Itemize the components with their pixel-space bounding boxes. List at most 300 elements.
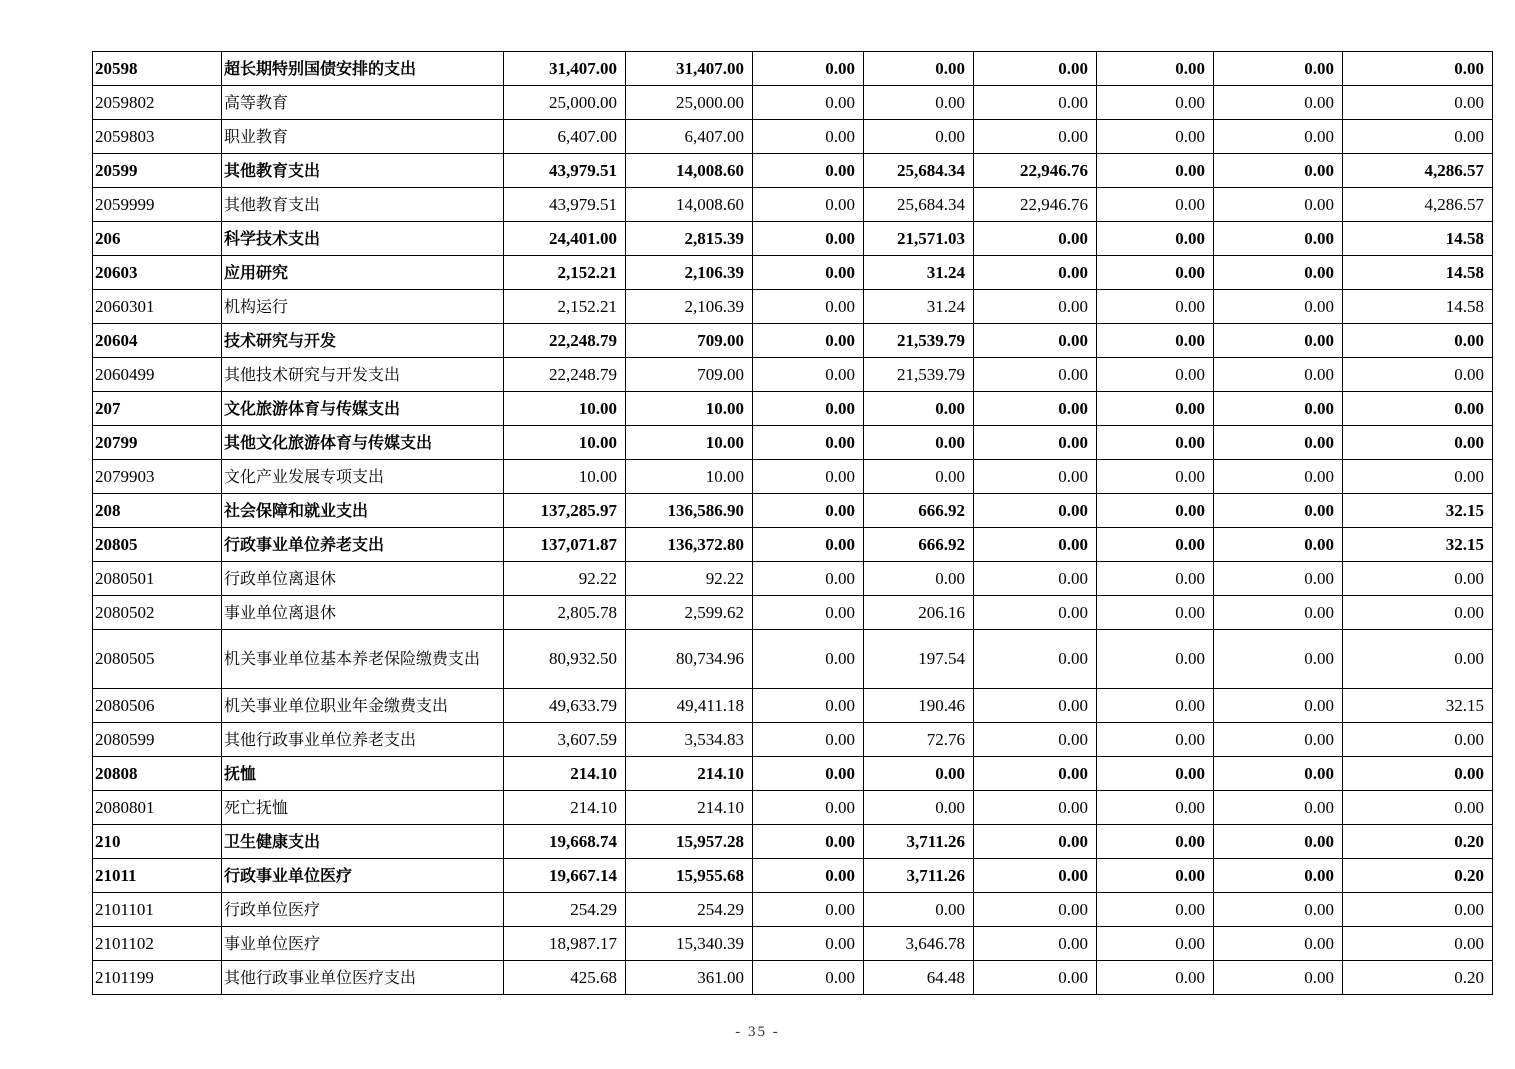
amount-cell: 0.00 [974, 426, 1097, 460]
amount-cell: 22,946.76 [974, 188, 1097, 222]
amount-cell: 0.00 [1097, 188, 1214, 222]
amount-cell: 0.00 [974, 723, 1097, 757]
subject-name-cell: 超长期特别国债安排的支出 [222, 52, 504, 86]
amount-cell: 0.00 [753, 825, 864, 859]
amount-cell: 0.00 [1097, 689, 1214, 723]
amount-cell: 0.00 [753, 791, 864, 825]
subject-name-cell: 死亡抚恤 [222, 791, 504, 825]
subject-code-cell: 20599 [93, 154, 222, 188]
amount-cell: 0.00 [753, 256, 864, 290]
table-row [93, 256, 1493, 290]
amount-cell: 31,407.00 [504, 52, 626, 86]
amount-cell: 15,955.68 [626, 859, 753, 893]
amount-cell: 0.00 [1214, 86, 1343, 120]
subject-code-cell: 2101199 [93, 961, 222, 995]
amount-cell: 0.00 [974, 494, 1097, 528]
amount-cell: 0.00 [974, 791, 1097, 825]
amount-cell: 32.15 [1343, 528, 1493, 562]
amount-cell: 0.00 [974, 927, 1097, 961]
amount-cell: 3,646.78 [864, 927, 974, 961]
table-row [93, 689, 1493, 723]
subject-code-cell: 208 [93, 494, 222, 528]
amount-cell: 0.00 [974, 52, 1097, 86]
amount-cell: 0.20 [1343, 961, 1493, 995]
amount-cell: 709.00 [626, 324, 753, 358]
amount-cell: 0.00 [1343, 460, 1493, 494]
amount-cell: 92.22 [504, 562, 626, 596]
amount-cell: 21,571.03 [864, 222, 974, 256]
amount-cell: 0.00 [753, 120, 864, 154]
amount-cell: 0.00 [1097, 927, 1214, 961]
amount-cell: 0.00 [1214, 927, 1343, 961]
subject-code-cell: 2060301 [93, 290, 222, 324]
subject-code-cell: 2079903 [93, 460, 222, 494]
amount-cell: 0.00 [1097, 324, 1214, 358]
amount-cell: 0.00 [1097, 528, 1214, 562]
table-row [93, 392, 1493, 426]
amount-cell: 3,534.83 [626, 723, 753, 757]
amount-cell: 2,152.21 [504, 256, 626, 290]
amount-cell: 0.00 [864, 562, 974, 596]
subject-name-cell: 卫生健康支出 [222, 825, 504, 859]
amount-cell: 666.92 [864, 494, 974, 528]
subject-name-cell: 行政事业单位养老支出 [222, 528, 504, 562]
amount-cell: 0.00 [1097, 256, 1214, 290]
amount-cell: 0.00 [1097, 723, 1214, 757]
amount-cell: 0.00 [753, 392, 864, 426]
amount-cell: 0.00 [864, 426, 974, 460]
subject-name-cell: 其他行政事业单位医疗支出 [222, 961, 504, 995]
subject-name-cell: 机构运行 [222, 290, 504, 324]
amount-cell: 0.00 [1214, 494, 1343, 528]
amount-cell: 0.00 [1343, 893, 1493, 927]
amount-cell: 0.00 [753, 494, 864, 528]
amount-cell: 190.46 [864, 689, 974, 723]
amount-cell: 49,411.18 [626, 689, 753, 723]
amount-cell: 19,667.14 [504, 859, 626, 893]
table-row [93, 859, 1493, 893]
amount-cell: 0.00 [1097, 630, 1214, 689]
subject-code-cell: 2080506 [93, 689, 222, 723]
subject-name-cell: 事业单位离退休 [222, 596, 504, 630]
amount-cell: 0.00 [753, 528, 864, 562]
amount-cell: 43,979.51 [504, 188, 626, 222]
amount-cell: 0.00 [1214, 723, 1343, 757]
subject-code-cell: 2060499 [93, 358, 222, 392]
amount-cell: 0.00 [1343, 596, 1493, 630]
amount-cell: 0.00 [1097, 52, 1214, 86]
amount-cell: 32.15 [1343, 494, 1493, 528]
amount-cell: 2,815.39 [626, 222, 753, 256]
table-row [93, 893, 1493, 927]
amount-cell: 0.00 [1097, 392, 1214, 426]
amount-cell: 0.00 [1214, 757, 1343, 791]
subject-name-cell: 文化旅游体育与传媒支出 [222, 392, 504, 426]
amount-cell: 0.00 [753, 927, 864, 961]
amount-cell: 25,000.00 [504, 86, 626, 120]
table-row [93, 290, 1493, 324]
subject-code-cell: 20603 [93, 256, 222, 290]
amount-cell: 0.00 [974, 324, 1097, 358]
amount-cell: 0.00 [1214, 256, 1343, 290]
amount-cell: 10.00 [504, 460, 626, 494]
amount-cell: 0.00 [753, 723, 864, 757]
amount-cell: 0.00 [1097, 961, 1214, 995]
amount-cell: 0.00 [753, 757, 864, 791]
amount-cell: 0.00 [1214, 358, 1343, 392]
table-row [93, 358, 1493, 392]
amount-cell: 214.10 [626, 791, 753, 825]
table-row [93, 154, 1493, 188]
subject-code-cell: 20604 [93, 324, 222, 358]
amount-cell: 0.00 [1343, 324, 1493, 358]
amount-cell: 0.00 [753, 52, 864, 86]
subject-name-cell: 科学技术支出 [222, 222, 504, 256]
amount-cell: 25,000.00 [626, 86, 753, 120]
amount-cell: 2,106.39 [626, 256, 753, 290]
amount-cell: 92.22 [626, 562, 753, 596]
amount-cell: 0.00 [1097, 859, 1214, 893]
amount-cell: 666.92 [864, 528, 974, 562]
amount-cell: 0.00 [753, 630, 864, 689]
subject-code-cell: 20799 [93, 426, 222, 460]
amount-cell: 0.00 [1343, 562, 1493, 596]
amount-cell: 0.00 [1097, 358, 1214, 392]
amount-cell: 2,599.62 [626, 596, 753, 630]
amount-cell: 22,248.79 [504, 358, 626, 392]
amount-cell: 0.00 [864, 893, 974, 927]
amount-cell: 0.00 [1214, 460, 1343, 494]
subject-code-cell: 2080502 [93, 596, 222, 630]
amount-cell: 0.00 [753, 290, 864, 324]
amount-cell: 25,684.34 [864, 188, 974, 222]
subject-code-cell: 2101101 [93, 893, 222, 927]
amount-cell: 0.00 [974, 86, 1097, 120]
amount-cell: 3,607.59 [504, 723, 626, 757]
amount-cell: 10.00 [504, 426, 626, 460]
amount-cell: 254.29 [504, 893, 626, 927]
subject-code-cell: 21011 [93, 859, 222, 893]
amount-cell: 19,668.74 [504, 825, 626, 859]
amount-cell: 0.00 [1097, 825, 1214, 859]
amount-cell: 206.16 [864, 596, 974, 630]
subject-name-cell: 应用研究 [222, 256, 504, 290]
amount-cell: 0.00 [1097, 893, 1214, 927]
amount-cell: 0.00 [1097, 460, 1214, 494]
amount-cell: 0.00 [753, 86, 864, 120]
amount-cell: 2,106.39 [626, 290, 753, 324]
amount-cell: 22,946.76 [974, 154, 1097, 188]
amount-cell: 0.00 [753, 358, 864, 392]
subject-name-cell: 机关事业单位职业年金缴费支出 [222, 689, 504, 723]
subject-name-cell: 事业单位医疗 [222, 927, 504, 961]
amount-cell: 0.00 [1343, 52, 1493, 86]
subject-name-cell: 行政单位离退休 [222, 562, 504, 596]
table-row [93, 324, 1493, 358]
amount-cell: 21,539.79 [864, 324, 974, 358]
subject-name-cell: 技术研究与开发 [222, 324, 504, 358]
amount-cell: 254.29 [626, 893, 753, 927]
amount-cell: 0.00 [1097, 494, 1214, 528]
subject-name-cell: 行政事业单位医疗 [222, 859, 504, 893]
amount-cell: 2,152.21 [504, 290, 626, 324]
table-row [93, 791, 1493, 825]
amount-cell: 0.00 [1097, 86, 1214, 120]
table-row [93, 52, 1493, 86]
amount-cell: 0.00 [1097, 120, 1214, 154]
amount-cell: 72.76 [864, 723, 974, 757]
amount-cell: 0.00 [974, 757, 1097, 791]
amount-cell: 0.00 [1214, 426, 1343, 460]
amount-cell: 0.00 [1214, 290, 1343, 324]
amount-cell: 0.00 [1343, 120, 1493, 154]
amount-cell: 10.00 [626, 460, 753, 494]
amount-cell: 0.00 [1097, 222, 1214, 256]
amount-cell: 0.00 [974, 630, 1097, 689]
amount-cell: 0.00 [974, 596, 1097, 630]
amount-cell: 0.00 [974, 961, 1097, 995]
subject-code-cell: 20808 [93, 757, 222, 791]
table-row [93, 494, 1493, 528]
amount-cell: 137,071.87 [504, 528, 626, 562]
subject-name-cell: 其他教育支出 [222, 188, 504, 222]
amount-cell: 21,539.79 [864, 358, 974, 392]
amount-cell: 0.00 [1097, 154, 1214, 188]
table-row [93, 927, 1493, 961]
subject-code-cell: 207 [93, 392, 222, 426]
amount-cell: 0.00 [1097, 791, 1214, 825]
amount-cell: 0.00 [1214, 562, 1343, 596]
subject-code-cell: 2080505 [93, 630, 222, 689]
amount-cell: 0.00 [1214, 392, 1343, 426]
amount-cell: 22,248.79 [504, 324, 626, 358]
amount-cell: 0.00 [753, 154, 864, 188]
amount-cell: 0.20 [1343, 859, 1493, 893]
amount-cell: 0.00 [1214, 188, 1343, 222]
amount-cell: 0.00 [974, 893, 1097, 927]
amount-cell: 31.24 [864, 290, 974, 324]
amount-cell: 14,008.60 [626, 154, 753, 188]
amount-cell: 0.00 [753, 893, 864, 927]
amount-cell: 14.58 [1343, 222, 1493, 256]
subject-code-cell: 20805 [93, 528, 222, 562]
amount-cell: 15,340.39 [626, 927, 753, 961]
amount-cell: 137,285.97 [504, 494, 626, 528]
amount-cell: 0.00 [1343, 358, 1493, 392]
amount-cell: 10.00 [504, 392, 626, 426]
amount-cell: 0.00 [974, 825, 1097, 859]
amount-cell: 0.00 [974, 120, 1097, 154]
amount-cell: 0.00 [974, 528, 1097, 562]
subject-name-cell: 社会保障和就业支出 [222, 494, 504, 528]
table-row [93, 961, 1493, 995]
subject-name-cell: 高等教育 [222, 86, 504, 120]
subject-name-cell: 抚恤 [222, 757, 504, 791]
amount-cell: 0.00 [864, 757, 974, 791]
table-row [93, 120, 1493, 154]
amount-cell: 25,684.34 [864, 154, 974, 188]
amount-cell: 0.00 [974, 392, 1097, 426]
subject-code-cell: 2080599 [93, 723, 222, 757]
subject-code-cell: 2059803 [93, 120, 222, 154]
amount-cell: 0.00 [753, 596, 864, 630]
amount-cell: 4,286.57 [1343, 154, 1493, 188]
amount-cell: 0.00 [974, 689, 1097, 723]
amount-cell: 0.00 [974, 290, 1097, 324]
subject-code-cell: 2080801 [93, 791, 222, 825]
amount-cell: 0.00 [974, 256, 1097, 290]
table-row [93, 188, 1493, 222]
table-row [93, 460, 1493, 494]
amount-cell: 0.00 [1343, 723, 1493, 757]
amount-cell: 0.20 [1343, 825, 1493, 859]
amount-cell: 0.00 [1343, 791, 1493, 825]
amount-cell: 0.00 [974, 562, 1097, 596]
table-row [93, 528, 1493, 562]
subject-name-cell: 其他文化旅游体育与传媒支出 [222, 426, 504, 460]
amount-cell: 0.00 [864, 791, 974, 825]
subject-name-cell: 文化产业发展专项支出 [222, 460, 504, 494]
amount-cell: 0.00 [1097, 757, 1214, 791]
amount-cell: 6,407.00 [626, 120, 753, 154]
subject-code-cell: 2059999 [93, 188, 222, 222]
amount-cell: 10.00 [626, 392, 753, 426]
subject-code-cell: 20598 [93, 52, 222, 86]
amount-cell: 0.00 [1214, 596, 1343, 630]
amount-cell: 0.00 [974, 358, 1097, 392]
subject-name-cell: 职业教育 [222, 120, 504, 154]
table-row [93, 723, 1493, 757]
amount-cell: 0.00 [1343, 426, 1493, 460]
subject-name-cell: 其他教育支出 [222, 154, 504, 188]
amount-cell: 0.00 [864, 392, 974, 426]
amount-cell: 0.00 [753, 324, 864, 358]
amount-cell: 14.58 [1343, 256, 1493, 290]
amount-cell: 0.00 [1214, 859, 1343, 893]
subject-code-cell: 2080501 [93, 562, 222, 596]
table-row [93, 630, 1493, 689]
amount-cell: 0.00 [1343, 86, 1493, 120]
amount-cell: 4,286.57 [1343, 188, 1493, 222]
amount-cell: 31.24 [864, 256, 974, 290]
amount-cell: 3,711.26 [864, 859, 974, 893]
amount-cell: 43,979.51 [504, 154, 626, 188]
budget-table [92, 51, 1493, 995]
amount-cell: 0.00 [1214, 52, 1343, 86]
amount-cell: 0.00 [974, 222, 1097, 256]
amount-cell: 15,957.28 [626, 825, 753, 859]
amount-cell: 49,633.79 [504, 689, 626, 723]
amount-cell: 0.00 [974, 460, 1097, 494]
amount-cell: 709.00 [626, 358, 753, 392]
amount-cell: 0.00 [1214, 154, 1343, 188]
amount-cell: 0.00 [1097, 596, 1214, 630]
table-row [93, 426, 1493, 460]
subject-code-cell: 206 [93, 222, 222, 256]
amount-cell: 0.00 [1343, 927, 1493, 961]
amount-cell: 6,407.00 [504, 120, 626, 154]
amount-cell: 0.00 [1214, 893, 1343, 927]
subject-code-cell: 210 [93, 825, 222, 859]
amount-cell: 214.10 [504, 757, 626, 791]
amount-cell: 0.00 [1343, 630, 1493, 689]
amount-cell: 0.00 [864, 120, 974, 154]
table-row [93, 222, 1493, 256]
amount-cell: 0.00 [1214, 825, 1343, 859]
amount-cell: 3,711.26 [864, 825, 974, 859]
subject-name-cell: 其他行政事业单位养老支出 [222, 723, 504, 757]
amount-cell: 214.10 [504, 791, 626, 825]
table-row [93, 596, 1493, 630]
amount-cell: 0.00 [753, 562, 864, 596]
amount-cell: 0.00 [753, 460, 864, 494]
amount-cell: 0.00 [1214, 630, 1343, 689]
amount-cell: 80,932.50 [504, 630, 626, 689]
amount-cell: 24,401.00 [504, 222, 626, 256]
amount-cell: 0.00 [974, 859, 1097, 893]
table-row [93, 757, 1493, 791]
amount-cell: 0.00 [864, 52, 974, 86]
amount-cell: 136,586.90 [626, 494, 753, 528]
amount-cell: 0.00 [1097, 426, 1214, 460]
amount-cell: 214.10 [626, 757, 753, 791]
amount-cell: 64.48 [864, 961, 974, 995]
amount-cell: 0.00 [753, 426, 864, 460]
amount-cell: 0.00 [1214, 689, 1343, 723]
amount-cell: 0.00 [753, 222, 864, 256]
amount-cell: 31,407.00 [626, 52, 753, 86]
budget-table-body [93, 52, 1493, 995]
amount-cell: 10.00 [626, 426, 753, 460]
amount-cell: 0.00 [753, 689, 864, 723]
amount-cell: 136,372.80 [626, 528, 753, 562]
amount-cell: 0.00 [1214, 791, 1343, 825]
amount-cell: 361.00 [626, 961, 753, 995]
amount-cell: 0.00 [1214, 222, 1343, 256]
amount-cell: 0.00 [753, 859, 864, 893]
amount-cell: 0.00 [864, 86, 974, 120]
amount-cell: 14,008.60 [626, 188, 753, 222]
amount-cell: 0.00 [1343, 757, 1493, 791]
table-row [93, 86, 1493, 120]
amount-cell: 0.00 [1214, 324, 1343, 358]
amount-cell: 18,987.17 [504, 927, 626, 961]
amount-cell: 0.00 [1214, 528, 1343, 562]
amount-cell: 0.00 [753, 961, 864, 995]
amount-cell: 197.54 [864, 630, 974, 689]
table-row [93, 825, 1493, 859]
subject-code-cell: 2059802 [93, 86, 222, 120]
page-number: - 35 - [735, 1024, 780, 1040]
subject-name-cell: 其他技术研究与开发支出 [222, 358, 504, 392]
amount-cell: 0.00 [1214, 120, 1343, 154]
amount-cell: 425.68 [504, 961, 626, 995]
subject-name-cell: 行政单位医疗 [222, 893, 504, 927]
amount-cell: 0.00 [1097, 290, 1214, 324]
amount-cell: 0.00 [753, 188, 864, 222]
amount-cell: 0.00 [864, 460, 974, 494]
amount-cell: 0.00 [1097, 562, 1214, 596]
amount-cell: 32.15 [1343, 689, 1493, 723]
amount-cell: 0.00 [1343, 392, 1493, 426]
amount-cell: 0.00 [1214, 961, 1343, 995]
subject-code-cell: 2101102 [93, 927, 222, 961]
amount-cell: 14.58 [1343, 290, 1493, 324]
amount-cell: 2,805.78 [504, 596, 626, 630]
amount-cell: 80,734.96 [626, 630, 753, 689]
table-row [93, 562, 1493, 596]
subject-name-cell: 机关事业单位基本养老保险缴费支出 [222, 630, 504, 689]
